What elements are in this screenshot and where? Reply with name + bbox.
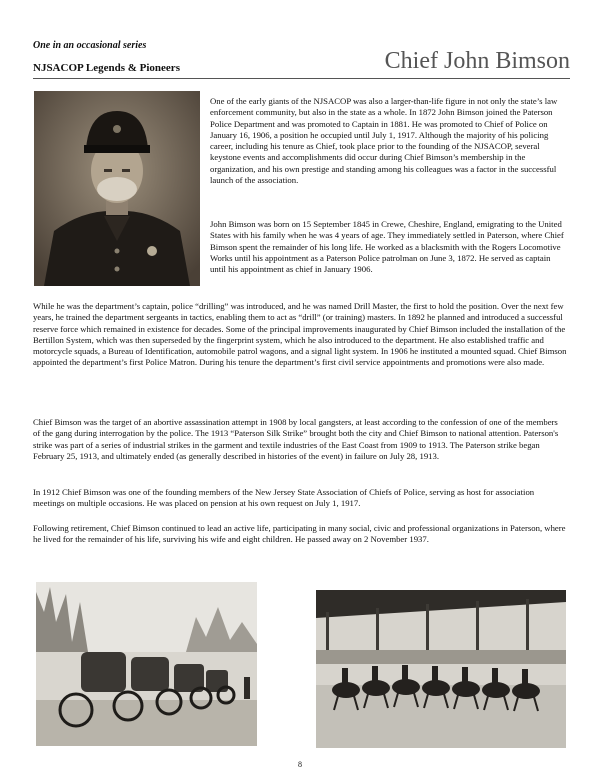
page-number: 8 [298, 760, 302, 769]
motorcycle-squad-photo [36, 582, 257, 746]
mounted-squad-photo [316, 590, 566, 748]
paragraph-6: Following retirement, Chief Bimson continued to lead an active life, participating in many social, civic and professional organizations in Paterson, where he lived for the remainder of his life, surviving his wife and eight children. He passed away on 2 November 1937. [33, 523, 566, 545]
paragraph-1: One of the early giants of the NJSACOP was also a larger-than-life figure in not only the state’s law enforcement community, but also in the state as a whole. In 1872 John Bimson joined the Paterson Police Department and was promoted to Captain in 1881. He was promoted to Chief of Police on January 16, 1906, a position he occupied until July 1, 1917. Although the majority of his policing career, including his tenure as Chief, took place prior to the founding of the NJSACOP, several keystone events and accomplishments did occur during Chief Bimson’s membership in the organization, and his own prestige and standing among his colleagues was a factor in the successful launch of the association. [210, 96, 558, 186]
paragraph-4: Chief Bimson was the target of an abortive assassination attempt in 1908 by local gangsters, at least according to the confession of one of the members of the gang during interrogation by the police. The 1913 “Paterson Silk Strike” brought both the city and Chief Bimson to national attention. Paterson's strike was part of a series of industrial strikes in the garment and textile industries of the East Coast from 1909 to 1913. The Paterson strike began February 25, 1913, and ultimately ended (as generally described in histories of the event) in failure on July 28, 1913. [33, 417, 559, 461]
page-title: Chief John Bimson [384, 48, 570, 74]
section-label: NJSACOP Legends & Pioneers [33, 62, 180, 74]
paragraph-5: In 1912 Chief Bimson was one of the founding members of the New Jersey State Association of Chiefs of Police, serving as host for association meetings on multiple occasions. He was placed on pension at his own request on July 1, 1917. [33, 487, 535, 509]
paragraph-3: While he was the department’s captain, police “drilling” was introduced, and he was named Drill Master, the first to hold the position. Over the next few years, he trained the department sergeants in tactics, enabling them to act as “drill” (or training) masters. In 1892 he planned and introduced a successful reserve force which remained in existence for decades. Some of the principal improvements inaugurated by Chief Bimson included the installation of the Bertillon System, which was then superseded by the fingerprint system, which he also introduced to the department. He also established traffic and motorcycle squads, a Bureau of Identification, automobile patrol wagons, and a signal light system. In 1906 he instituted a mounted squad. Chief Bimson appointed the department’s first Police Matron. During his tenure the department’s first civil service appointments and promotions were also made. [33, 301, 567, 368]
series-label: One in an occasional series [33, 40, 147, 51]
header-rule [33, 78, 570, 79]
paragraph-2: John Bimson was born on 15 September 1845 in Crewe, Cheshire, England, emigrating to the United States with his family when he was 4 years of age. They immediately settled in Paterson, where Chief Bimson spent the remainder of his long life. He worked as a blacksmith with the Rogers Locomotive Works until his appointment as a Paterson Police patrolman on June 3, 1872. He served as captain until his appointment as chief in January 1906. [210, 219, 564, 275]
portrait-photo [34, 91, 200, 286]
